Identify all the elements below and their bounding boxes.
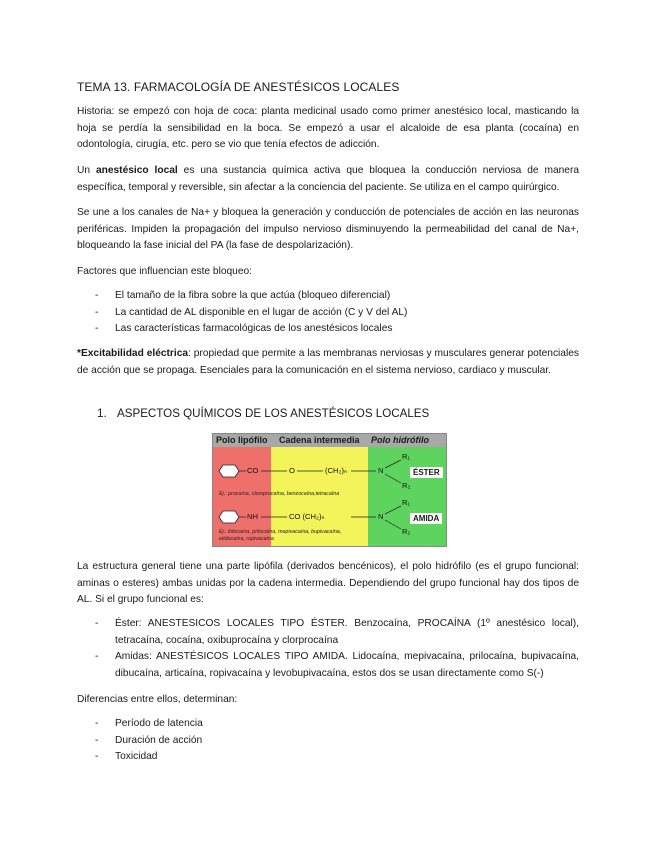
nh-label: NH [247,512,258,521]
r1-label: R₁ [402,498,411,507]
tipos-list [77,616,579,682]
definicion-term: anestésico local [95,165,178,176]
header-cadena-intermedia: Cadena intermedia [279,435,360,445]
diferencias-intro: Diferencias entre ellos, determinan: [77,694,238,705]
list-item: - Éster: ANESTESICOS LOCALES TIPO ÉSTER. Benzocaína, PROCAÍNA (1º anestésico local), tetracaína, cocaína, oxibuprocaína y clorprocaína [77,616,579,649]
excitabilidad-paragraph: *Excitabilidad eléctrica: propiedad que permite a las membranas nerviosas y musculares generar potenciales de acción que se propaga. Esenciales para la comunicación en el sistema nervioso, cardiaco y muscular. [77,348,579,376]
list-item: - El tamaño de la fibra sobre la que actúa (bloqueo diferencial) [77,288,579,305]
list-item: - Toxicidad [77,749,579,766]
excitabilidad-term: *Excitabilidad eléctrica [77,348,189,359]
estructura-paragraph: La estructura general tiene una parte lipófila (derivados bencénicos), el polo hidrófilo (es el grupo funcional: aminas o esteres) ambas unidas por la cadena intermedia. Dependiendo del grupo funcional hay dos tipos de AL. Si el grupo funcional es: [77,561,579,605]
list-item: - Las características farmacológicas de los anestésicos locales [77,321,579,338]
co-label: CO [247,466,259,475]
ester-examples: Ej.: procaína, cloroprocaína, benzocaína,tetracaína [219,491,340,497]
union-paragraph: Se une a los canales de Na+ y bloquea la generación y conducción de potenciales de acción en las neuronas periféricas. Impiden la propagación del impulso nervioso disminuyendo la permeabilidad del canal de Na+, bloqueando la fase inicial del PA (la fase de despolarización). [77,207,579,251]
o-label: O [289,466,295,475]
factores-list [77,288,579,338]
benzene-ring-icon [219,465,239,477]
list-item: - La cantidad de AL disponible en el lugar de acción (C y V del AL) [77,305,579,322]
definicion-paragraph: Un anestésico local es una sustancia química activa que bloquea la conducción nerviosa de manera específica, temporal y reversible, sin afectar a la conciencia del paciente. Se utiliza en el campo quirúrgico. [77,165,579,193]
r2-label: R₂ [402,481,411,490]
page-title: TEMA 13. FARMACOLOGÍA DE ANESTÉSICOS LOCALES [77,80,400,94]
anestesico-structure-figure [212,433,447,547]
amida-examples-line1: Ej.: lidocaína, prilocaína, mepivacaína, bupivacaína, [219,529,342,535]
amida-examples-line2: etidocaína, ropivacaína [219,536,274,542]
section-heading: 1. ASPECTOS QUÍMICOS DE LOS ANESTÉSICOS LOCALES [97,407,430,420]
co-ch2n-label: CO (CH₂)ₙ [289,512,325,521]
list-item: - Período de latencia [77,716,579,733]
n-label: N [378,512,384,521]
factores-intro: Factores que influencian este bloqueo: [77,266,253,277]
header-polo-hidrofilo: Polo hidrófilo [371,435,429,445]
header-polo-lipofilo: Polo lipófilo [216,435,268,445]
r1-label: R₁ [402,452,411,461]
r2-label: R₂ [402,527,411,536]
ester-tag: ÉSTER [410,467,443,478]
n-label: N [378,466,384,475]
list-item: - Amidas: ANESTÉSICOS LOCALES TIPO AMIDA. Lidocaína, mepivacaína, prilocaína, bupivacaína, dibucaína, articaína, ropivacaína y levobupivacaína, estos dos se usan directamente como S(-) [77,649,579,682]
amida-tag: AMIDA [410,513,442,524]
benzene-ring-icon [219,511,239,523]
list-item: - Duración de acción [77,733,579,750]
historia-paragraph: Historia: se empezó con hoja de coca: planta medicinal usado como primer anestésico local, masticando la hoja se perdía la sensibilidad en la boca. Se empezó a usar el alcaloide de esa planta (cocaína) en odontología, cirugía, etc. pero se vio que tenía efectos de adicción. [77,106,579,150]
ch2n-label: (CH₂)ₙ [325,466,347,475]
diferencias-list [77,716,579,766]
